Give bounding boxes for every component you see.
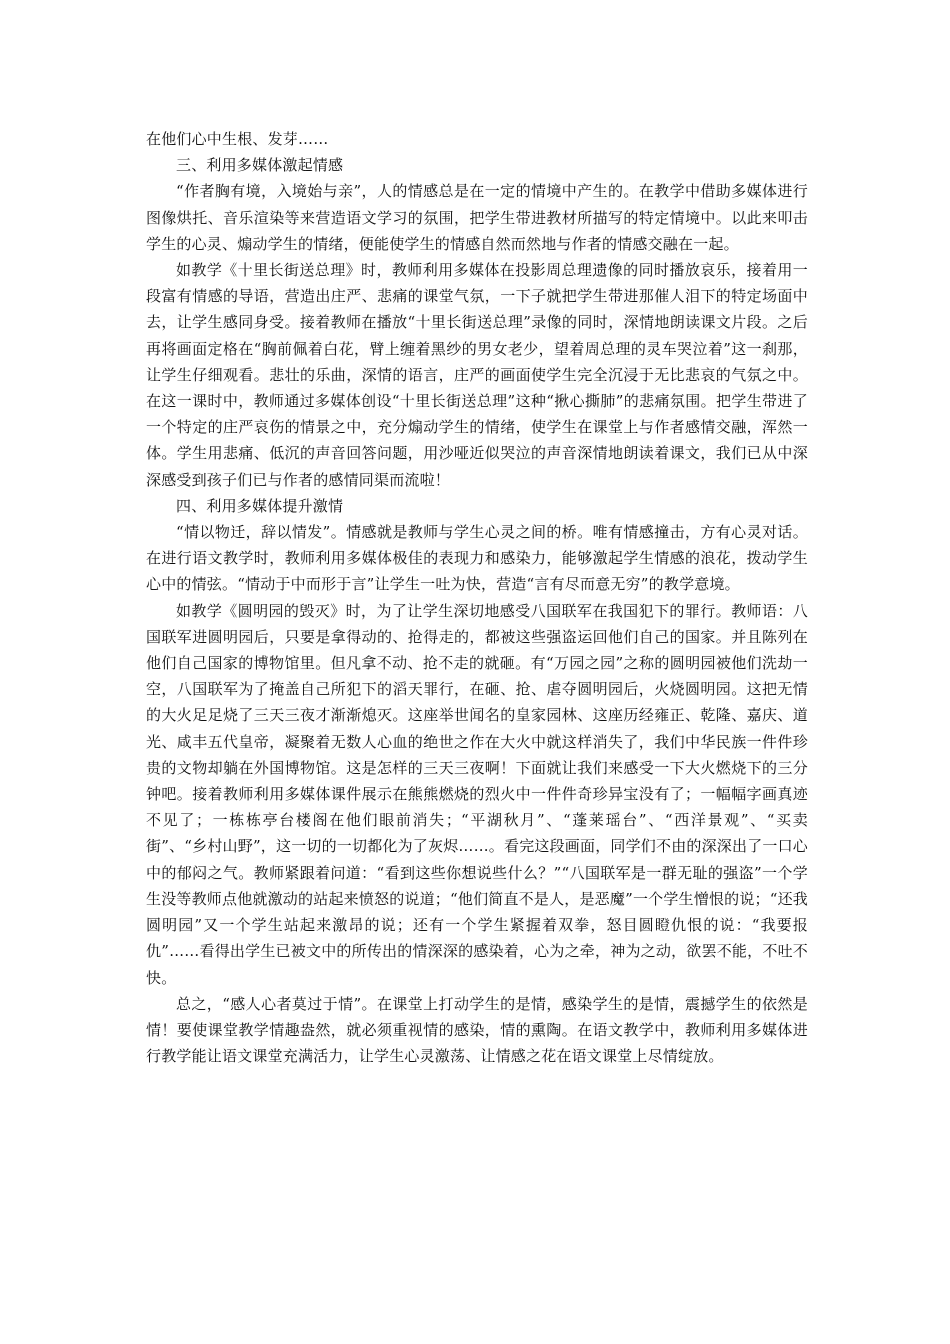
paragraph-conclusion: 总之，“感人心者莫过于情”。在课堂上打动学生的是情，感染学生的是情，震撼学生的依然是情！要使课堂教学情趣盎然，就必须重视情的感染，情的熏陶。在语文教学中，教师利用多媒体进行教学能让语文课堂充满活力，让学生心灵激荡、让情感之花在语文课堂上尽情绽放。 xyxy=(146,994,808,1066)
paragraph-4-1: “情以物迁，辞以情发”。情感就是教师与学生心灵之间的桥。唯有情感撞击，方有心灵对话。在进行语文教学时，教师利用多媒体极佳的表现力和感染力，能够激起学生情感的浪花，拨动学生心中的情弦。“情动于中而形于言”让学生一吐为快，营造“言有尽而意无穷”的教学意境。 xyxy=(146,523,808,594)
section-heading-3: 三、利用多媒体激起情感 xyxy=(176,156,344,175)
paragraph-3-1: “作者胸有境，入境始与亲”，人的情感总是在一定的情境中产生的。在教学中借助多媒体进行图像烘托、音乐渲染等来营造语文学习的氛围，把学生带进教材所描写的特定情境中。以此来叩击学生的心灵、煽动学生的情绪，便能使学生的情感自然而然地与作者的情感交融在一起。 xyxy=(146,182,808,253)
paragraph-4-2: 如教学《圆明园的毁灭》时，为了让学生深切地感受八国联军在我国犯下的罪行。教师语：八国联军进圆明园后，只要是拿得动的、抢得走的，都被这些强盗运回他们自己的国家。并且陈列在他们自己国家的博物馆里。但凡拿不动、抢不走的就砸。有“万园之园”之称的圆明园被他们洗劫一空，八国联军为了掩盖自己所犯下的滔天罪行，在砸、抢、虐夺圆明园后，火烧圆明园。这把无情的大火足足烧了三天三夜才渐渐熄灭。这座举世闻名的皇家园林、这座历经雍正、乾隆、嘉庆、道光、咸丰五代皇帝，凝聚着无数人心血的绝世之作在大火中就这样消失了，我们中华民族一件件珍贵的文物却躺在外国博物馆。这是怎样的三天三夜啊！下面就让我们来感受一下大火燃烧下的三分钟吧。接着教师利用多媒体课件展示在熊熊燃烧的烈火中一件件奇珍异宝没有了；一幅幅字画真迹不见了；一栋栋亭台楼阁在他们眼前消失；“平湖秋月”、“蓬莱瑶台”、“西洋景观”、“买卖街”、“乡村山野”，这一切的一切都化为了灰烬……。看完这段画面，同学们不由的深深出了一口心中的郁闷之气。教师紧跟着问道：“看到这些你想说些什么？”“八国联军是一群无耻的强盗”一个学生没等教师点他就激动的站起来愤怒的说道；“他们简直不是人，是恶魔”一个学生憎恨的说；“还我圆明园”又一个学生站起来激昂的说；还有一个学生紧握着双拳，怒目圆瞪仇恨的说：“我要报仇”……看得出学生已被文中的所传出的情深深的感染着，心为之牵，神为之动，欲罢不能，不吐不快。 xyxy=(146,601,809,987)
paragraph-continuation: 在他们心中生根、发芽…… xyxy=(146,130,329,148)
section-heading-4: 四、利用多媒体提升激情 xyxy=(176,496,344,515)
paragraph-3-2: 如教学《十里长街送总理》时，教师利用多媒体在投影周总理遗像的同时播放哀乐，接着用一段富有情感的导语，营造出庄严、悲痛的课堂气氛，一下子就把学生带进那催人泪下的特定场面中去，让学生感同身受。接着教师在播放“十里长街送总理”录像的同时，深情地朗读课文片段。之后再将画面定格在“胸前佩着白花，臂上缠着黑纱的男女老少，望着周总理的灵车哭泣着”这一刹那，让学生仔细观看。悲壮的乐曲，深情的语言，庄严的画面使学生完全沉浸于无比悲哀的气氛之中。在这一课时中，教师通过多媒体创设“十里长街送总理”这种“揪心撕肺”的悲痛氛围。把学生带进了一个特定的庄严哀伤的情景之中，充分煽动学生的情绪，使学生在课堂上与作者感情交融，浑然一体。学生用悲痛、低沉的声音回答问题，用沙哑近似哭泣的声音深情地朗读着课文，我们已从中深深感受到孩子们已与作者的感情同渠而流啦！ xyxy=(146,261,808,489)
document-body xyxy=(146,126,808,1069)
